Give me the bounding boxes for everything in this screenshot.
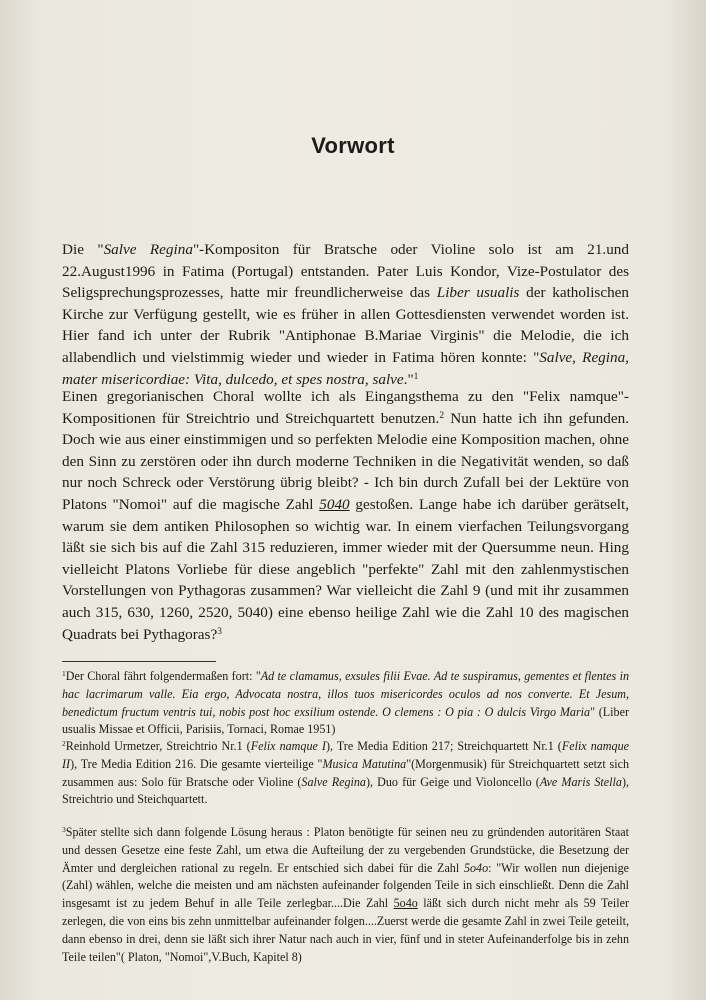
italic-text: Salve Regina	[301, 774, 366, 789]
footnote-1	[62, 668, 629, 739]
text: Nun hatte ich ihn gefunden. Doch wie aus einer einstimmigen und so perfekten Melodie eine Komposition machen, ohne den Sinn zu zerstören oder ihn durch moderne Techniken in die Negativität wenden, so daß nur noch Schreck oder Verstörung übrig bleibt? - Ich bin durch Zufall bei der Lektüre von Platons "Nomoi" auf die magische Zahl	[62, 409, 629, 513]
paragraph-2	[62, 386, 629, 645]
text: gestoßen. Lange habe ich darüber gerätselt, warum sie dem antiken Philosophen so wichtig war. In einem vierfachen Teilungsvorgang läßt sie sich bis auf die Zahl 315 reduzieren, immer wieder mit der Quersumme neun. Hing vielleicht Platons Vorliebe für diese angeblich "perfekte" Zahl mit den zahlenmystischen Vorstellungen von Pythagoras zusammen? War vielleicht die Zahl 9 (und mit ihr zusammen auch 315, 630, 1260, 2520, 5040) eine ebenso heilige Zahl wie die Zahl 10 des magischen Quadrats bei Pythagoras?	[62, 495, 629, 643]
text: ."	[403, 370, 414, 388]
text: der katholischen Kirche zur Verfügung gestellt, wie es früher in allen Gottesdiensten verwendet worden ist. Hier fand ich unter der Rubrik "Antiphonae B.Mariae Virginis" die Melodie, die ich allabendlich und vielstimmig wieder und wieder in Fatima hören konnte: "	[62, 284, 630, 366]
footnote-separator	[62, 661, 216, 662]
italic-text: Salve Regina	[103, 241, 193, 258]
italic-text: Musica Matutina	[322, 756, 407, 771]
italic-text: 5o4o	[463, 860, 489, 875]
footnote-number: 2	[62, 738, 66, 748]
text: Einen gregorianischen Choral wollte ich als Eingangsthema zu den "Felix namque"-Kompositionen für Streichtrio und Streichquartett benutzen.	[62, 388, 629, 427]
text: ), Streichtrio und Steichquartett.	[62, 774, 629, 807]
text: Reinhold Urmetzer, Streichtrio Nr.1 (	[65, 739, 251, 753]
text: Später stellte sich dann folgende Lösung heraus : Platon benötigte für seinen neu zu gründenden autoritären Staat und dessen Gesetze eine feste Zahl, um etwa die Aufteilung der zu vergebenden Grundstücke, die Besetzung der Ämter und dergleichen rational zu regeln. Er entschied sich dabei für die Zahl	[62, 825, 629, 875]
footnote-2	[62, 738, 629, 809]
footnote-number: 3	[62, 824, 66, 834]
footnote-number: 1	[62, 668, 66, 678]
italic-text: Felix namque II	[62, 739, 630, 771]
underlined-number: 5040	[319, 495, 350, 513]
italic-text: Ave Maris Stella	[539, 774, 622, 789]
italic-text: Salve, Regina, mater misericordiae: Vita, dulcedo, et spes nostra, salve	[62, 348, 629, 388]
text: läßt sich durch nicht mehr als 59 Teiler zerlegen, die von eins bis zehn unmittelbar aufeinander folgen....Zuerst werde die gesamte Zahl in zwei Teile geteilt, dann ebenso in drei, denn sie läßt sich ihrer Natur nach auch in vier, fünf und in steter Aufeinanderfolge bis in zehn Teile teilen"( Platon, "Nomoi",V.Buch, Kapitel 8)	[62, 896, 629, 964]
italic-text: Ad te clamamus, exsules filii Evae. Ad te suspiramus, gementes et flentes in hac lacrimarum valle. Eia ergo, Advocata nostra, illos tuos misericordes oculos ad nos converte. Et Jesum, benedictum fructum ventris tui, nobis post hoc exsilium ostende. O clemens : O pia : O dulcis Virgo Maria	[62, 669, 630, 719]
footnote-marker-2: 2	[439, 410, 445, 421]
underlined-number: 5o4o	[393, 896, 418, 911]
text: "(Morgenmusik) für Streichquartett setzt sich zusammen aus: Solo für Bratsche oder Violine (	[62, 756, 630, 789]
paragraph-1	[62, 239, 629, 390]
text: " (Liber usualis Missae et Officii, Parisiis, Tornaci, Romae 1951)	[62, 704, 629, 737]
text: Die "	[62, 241, 104, 258]
text: : "Wir wollen nun diejenige (Zahl) wählen, welche die meisten und am nächsten aufeinander folgenden Teile in sich einschließt. Denn die Zahl insgesamt ist zu jedem Behuf in alle Teile zerlegbar....Die Zahl	[62, 860, 629, 911]
text: ), Tre Media Edition 217; Streichquartett Nr.1 (	[325, 739, 562, 753]
italic-text: Felix namque I	[250, 739, 326, 753]
footnote-marker-1: 1	[413, 371, 419, 382]
footnote-marker-3: 3	[217, 626, 222, 637]
italic-text: Liber usualis	[436, 284, 520, 302]
footnote-3	[62, 824, 629, 966]
text: "-Kompositon für Bratsche oder Violine solo ist am 21.und 22.August1996 in Fatima (Portugal) entstanden. Pater Luis Kondor, Vize-Postulator des Seligsprechungsprozesses, hatte mir freundlicherweise das	[62, 241, 629, 302]
page-title: Vorwort	[311, 133, 395, 158]
text: Der Choral fährt folgendermaßen fort: "	[65, 669, 261, 683]
text: ), Duo für Geige und Violoncello (	[365, 774, 540, 789]
text: ), Tre Media Edition 216. Die gesamte vierteilige "	[70, 756, 323, 771]
